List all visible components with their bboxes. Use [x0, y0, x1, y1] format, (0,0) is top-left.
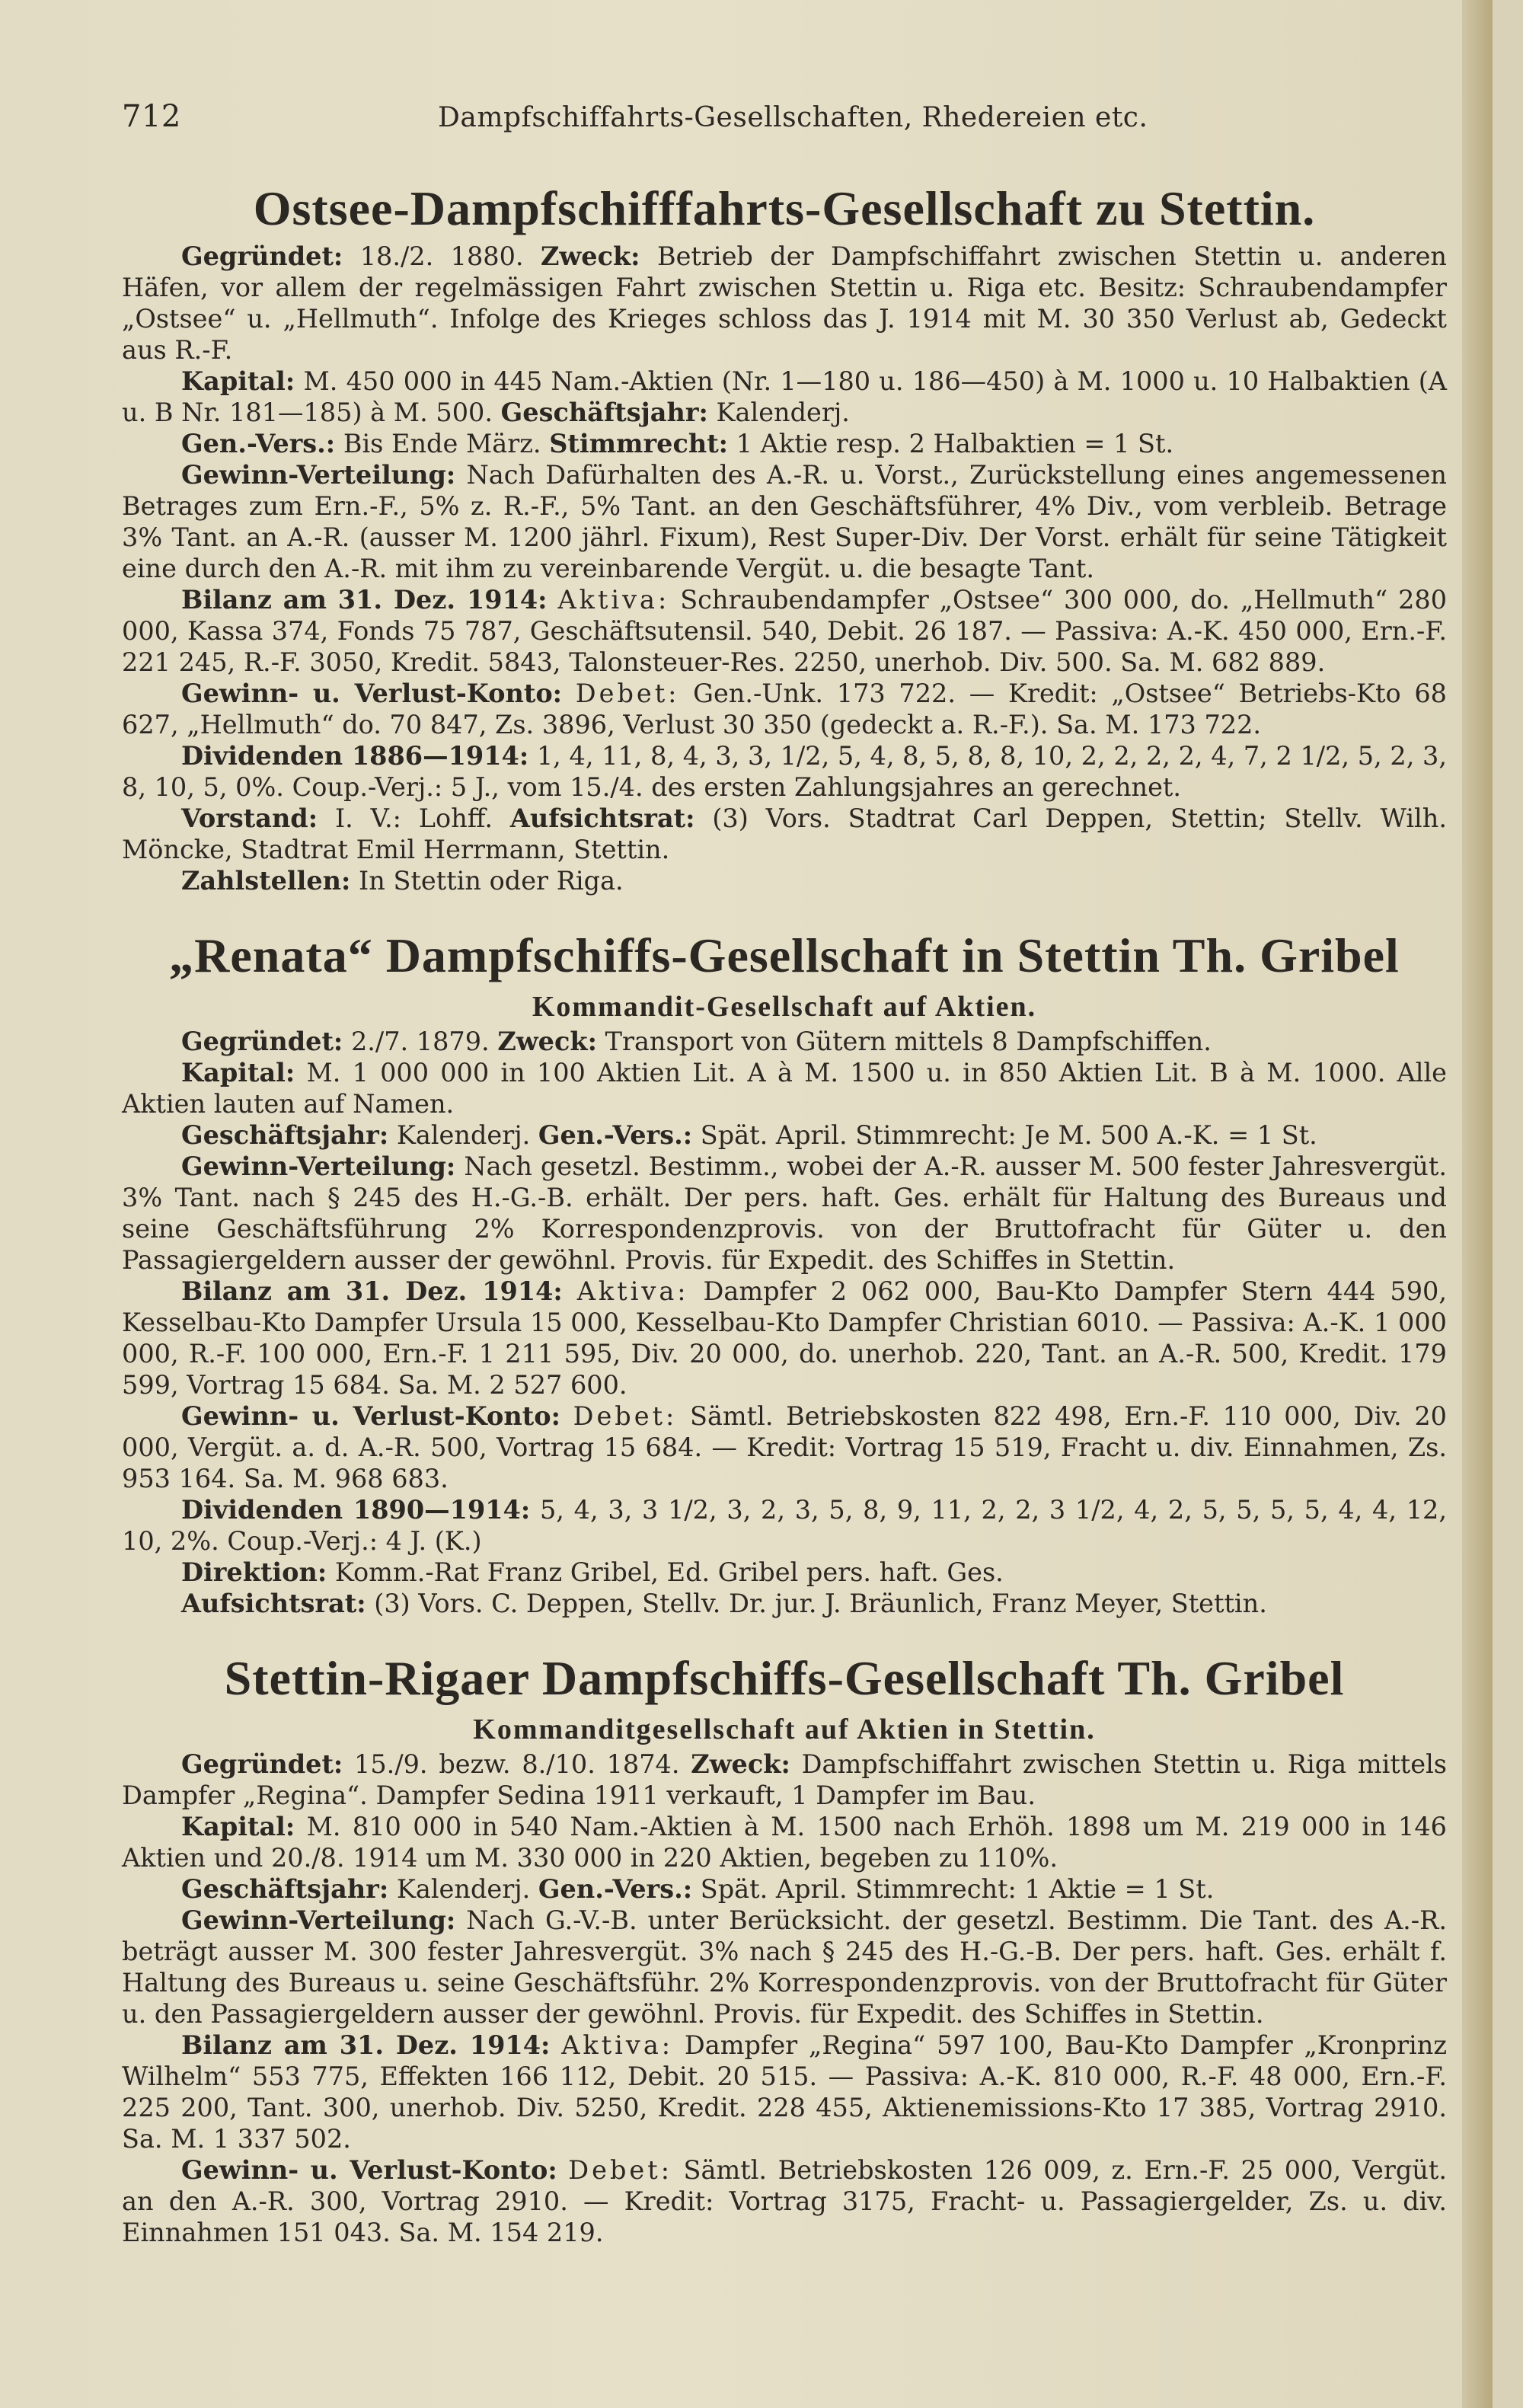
fiscal-year-paragraph: Geschäftsjahr: Kalenderj. Gen.-Vers.: Spät. April. Stimmrecht: 1 Aktie = 1 St.	[181, 1874, 1215, 1904]
capital-paragraph: Kapital: M. 450 000 in 445 Nam.-Aktien (Nr. 1—180 u. 186—450) à M. 1000 u. 10 Halbaktien (A u. B Nr. 181—185) à M. 500. Geschäftsjahr: Kalenderj.	[122, 366, 1447, 427]
page-edge	[1462, 0, 1493, 2408]
fiscal-year-paragraph: Geschäftsjahr: Kalenderj. Gen.-Vers.: Spät. April. Stimmrecht: Je M. 500 A.-K. = 1 St.	[181, 1120, 1317, 1150]
profit-distribution-paragraph: Gewinn-Verteilung: Nach Dafürhalten des A.-R. u. Vorst., Zurückstellung eines angemessenen Betrages zum Ern.-F., 5% z. R.-F., 5% Tant. an den Geschäftsführer, 4% Div., vom verbleib. Betrage 3% Tant. an A.-R. (ausser M. 1200 jährl. Fixum), Rest Super-Div. Der Vorst. erhält für seine Tätigkeit eine durch den A.-R. mit ihm zu vereinbarende Vergüt. u. die besagte Tant.	[122, 460, 1447, 583]
entry-title: Ostsee-Dampfschifffahrts-Gesellschaft zu Stettin.	[253, 181, 1316, 235]
company-entry-stettin-rigaer	[122, 1646, 1447, 2248]
founding-paragraph: Gegründet: 15./9. bezw. 8./10. 1874. Zweck: Dampfschiffahrt zwischen Stettin u. Riga mittels Dampfer „Regina“. Dampfer Sedina 1911 verkauft, 1 Dampfer im Bau.	[122, 1749, 1447, 1810]
capital-paragraph: Kapital: M. 1 000 000 in 100 Aktien Lit. A à M. 1500 u. in 850 Aktien Lit. B à M. 1000. Alle Aktien lauten auf Namen.	[122, 1058, 1447, 1119]
page-number: 712	[122, 99, 181, 134]
profit-distribution-paragraph: Gewinn-Verteilung: Nach G.-V.-B. unter Berücksicht. der gesetzl. Bestimm. Die Tant. des A.-R. beträgt ausser M. 300 fester Jahresvergüt. 3% nach § 245 des H.-G.-B. Der pers. haft. Ges. erhält f. Haltung des Bureaus u. seine Geschäftsführ. 2% Korrespondenzprovis. von der Bruttofracht für Güter u. den Passagiergeldern ausser der gewöhnl. Provis. für Expedit. des Schiffes in Stettin.	[122, 1905, 1447, 2029]
company-entry-ostsee	[122, 177, 1447, 896]
founding-paragraph: Gegründet: 2./7. 1879. Zweck: Transport von Gütern mittels 8 Dampfschiffen.	[181, 1027, 1212, 1056]
entry-subtitle: Kommandit-Gesellschaft auf Aktien.	[532, 991, 1037, 1023]
company-entry-renata	[122, 924, 1447, 1619]
supervisory-board-paragraph: Aufsichtsrat: (3) Vors. C. Deppen, Stellv. Dr. jur. J. Bräunlich, Franz Meyer, Stettin.	[181, 1589, 1267, 1618]
dividends-paragraph: Dividenden 1886—1914: 1, 4, 11, 8, 4, 3, 3, 1/2, 5, 4, 8, 5, 8, 8, 10, 2, 2, 2, 2, 4, 7, 2 1/2, 5, 2, 3, 8, 10, 5, 0%. Coup.-Verj.: 5 J., vom 15./4. des ersten Zahlungsjahres an gerechnet.	[122, 741, 1447, 802]
board-paragraph: Vorstand: I. V.: Lohff. Aufsichtsrat: (3) Vors. Stadtrat Carl Deppen, Stettin; Stellv. Wilh. Möncke, Stadtrat Emil Herrmann, Stettin.	[122, 803, 1447, 864]
dividends-paragraph: Dividenden 1890—1914: 5, 4, 3, 3 1/2, 3, 2, 3, 5, 8, 9, 11, 2, 2, 3 1/2, 4, 2, 5, 5, 5, 5, 4, 4, 12, 10, 2%. Coup.-Verj.: 4 J. (K.)	[122, 1495, 1447, 1556]
capital-paragraph: Kapital: M. 810 000 in 540 Nam.-Aktien à M. 1500 nach Erhöh. 1898 um M. 219 000 in 146 Aktien und 20./8. 1914 um M. 330 000 in 220 Aktien, begeben zu 110%.	[122, 1812, 1447, 1873]
balance-paragraph: Bilanz am 31. Dez. 1914: Aktiva: Dampfer „Regina“ 597 100, Bau-Kto Dampfer „Kronprinz Wilhelm“ 553 775, Effekten 166 112, Debit. 20 515. — Passiva: A.-K. 810 000, R.-F. 48 000, Ern.-F. 225 200, Tant. 300, unerhob. Div. 5250, Kredit. 228 455, Aktienemissions-Kto 17 385, Vortrag 2910. Sa. M. 1 337 502.	[122, 2030, 1447, 2154]
profit-loss-paragraph: Gewinn- u. Verlust-Konto: Debet: Gen.-Unk. 173 722. — Kredit: „Ostsee“ Betriebs-Kto 68 627, „Hellmuth“ do. 70 847, Zs. 3896, Verlust 30 350 (gedeckt a. R.-F.). Sa. M. 173 722.	[122, 679, 1447, 739]
balance-paragraph: Bilanz am 31. Dez. 1914: Aktiva: Schraubendampfer „Ostsee“ 300 000, do. „Hellmuth“ 280 000, Kassa 374, Fonds 75 787, Geschäftsutensil. 540, Debit. 26 187. — Passiva: A.-K. 450 000, Ern.-F. 221 245, R.-F. 3050, Kredit. 5843, Talonsteuer-Res. 2250, unerhob. Div. 500. Sa. M. 682 889.	[122, 585, 1448, 677]
entry-title: „Renata“ Dampfschiffs-Gesellschaft in Stettin Th. Gribel	[169, 928, 1400, 982]
profit-distribution-paragraph: Gewinn-Verteilung: Nach gesetzl. Bestimm., wobei der A.-R. ausser M. 500 fester Jahresvergüt. 3% Tant. nach § 245 des H.-G.-B. erhält. Der pers. haft. Ges. erhält für Haltung des Bureaus und seine Geschäftsführung 2% Korrespondenzprovis. von der Bruttofracht für Güter u. den Passagiergeldern ausser der gewöhnl. Provis. für Expedit. des Schiffes in Stettin.	[122, 1151, 1447, 1275]
profit-loss-paragraph: Gewinn- u. Verlust-Konto: Debet: Sämtl. Betriebskosten 126 009, z. Ern.-F. 25 000, Vergüt. an den A.-R. 300, Vortrag 2910. — Kredit: Vortrag 3175, Fracht- u. Passagiergelder, Zs. u. div. Einnahmen 151 043. Sa. M. 154 219.	[122, 2155, 1447, 2247]
entry-subtitle: Kommanditgesellschaft auf Aktien in Stettin.	[473, 1713, 1096, 1745]
management-paragraph: Direktion: Komm.-Rat Franz Gribel, Ed. Gribel pers. haft. Ges.	[181, 1557, 1004, 1587]
running-header	[122, 99, 1447, 160]
balance-paragraph: Bilanz am 31. Dez. 1914: Aktiva: Dampfer 2 062 000, Bau-Kto Dampfer Stern 444 590, Kesselbau-Kto Dampfer Ursula 15 000, Kesselbau-Kto Dampfer Christian 6010. — Passiva: A.-K. 1 000 000, R.-F. 100 000, Ern.-F. 1 211 595, Div. 20 000, do. unerhob. 220, Tant. an A.-R. 500, Kredit. 179 599, Vortrag 15 684. Sa. M. 2 527 600.	[122, 1276, 1447, 1400]
founding-paragraph: Gegründet: 18./2. 1880. Zweck: Betrieb der Dampfschiffahrt zwischen Stettin u. anderen Häfen, vor allem der regelmässigen Fahrt zwischen Stettin u. Riga etc. Besitz: Schraubendampfer „Ostsee“ u. „Hellmuth“. Infolge des Krieges schloss das J. 1914 mit M. 30 350 Verlust ab, Gedeckt aus R.-F.	[122, 241, 1447, 365]
paying-agents-paragraph: Zahlstellen: In Stettin oder Riga.	[181, 866, 624, 896]
assembly-paragraph: Gen.-Vers.: Bis Ende März. Stimmrecht: 1 Aktie resp. 2 Halbaktien = 1 St.	[181, 429, 1174, 458]
entry-title: Stettin-Rigaer Dampfschiffs-Gesellschaft Th. Gribel	[224, 1651, 1345, 1705]
profit-loss-paragraph: Gewinn- u. Verlust-Konto: Debet: Sämtl. Betriebskosten 822 498, Ern.-F. 110 000, Div. 20 000, Vergüt. a. d. A.-R. 500, Vortrag 15 684. — Kredit: Vortrag 15 519, Fracht u. div. Einnahmen, Zs. 953 164. Sa. M. 968 683.	[122, 1401, 1447, 1493]
running-title: Dampfschiffahrts-Gesellschaften, Rhedereien etc.	[438, 102, 1148, 133]
